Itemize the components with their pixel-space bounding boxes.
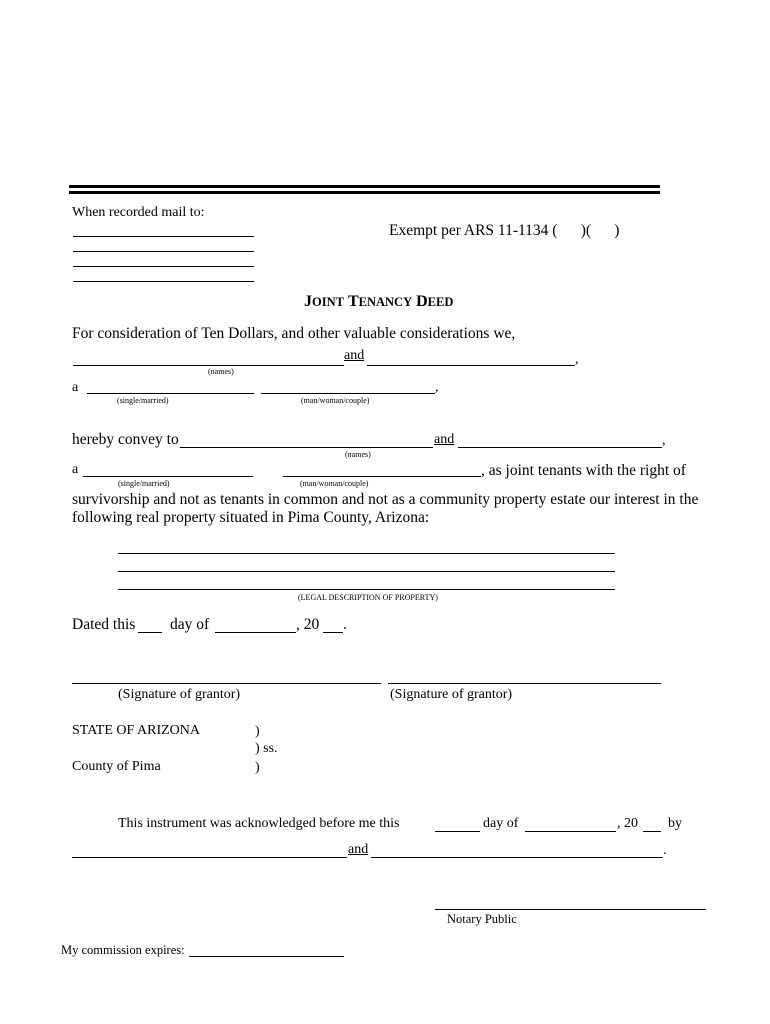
- dated-year-prefix: , 20: [296, 616, 320, 633]
- ack-name-1-field[interactable]: [72, 857, 347, 858]
- ack-and: and: [348, 842, 369, 857]
- mail-to-line-4[interactable]: [73, 281, 254, 282]
- dated-year-field[interactable]: [323, 632, 343, 633]
- ack-day-field[interactable]: [435, 831, 480, 832]
- ack-year-prefix: , 20: [617, 816, 638, 831]
- county-label: County of Pima: [72, 759, 161, 774]
- joint-tenants-text: , as joint tenants with the right of: [481, 462, 686, 479]
- legal-description-line-2[interactable]: [118, 571, 615, 572]
- grantor-a: a: [72, 380, 79, 395]
- grantor-comma-2: ,: [435, 380, 439, 395]
- ack-day-of-label: day of: [483, 816, 519, 831]
- grantor-gender-field[interactable]: [261, 393, 435, 394]
- legal-description-line-3[interactable]: [118, 589, 615, 590]
- document-title: JOINT TENANCY DEED: [304, 293, 454, 310]
- ack-year-field[interactable]: [643, 831, 661, 832]
- survivorship-line-1: survivorship and not as tenants in common and not as a community property estate our interest in the: [72, 491, 699, 508]
- legal-description-line-1[interactable]: [118, 553, 615, 554]
- venue-paren-3: ): [255, 760, 260, 775]
- mail-to-line-2[interactable]: [73, 251, 254, 252]
- grantor-names-caption: (names): [208, 367, 234, 376]
- grantee-gender-field[interactable]: [283, 476, 481, 477]
- ack-month-field[interactable]: [525, 831, 616, 832]
- dated-day-of-label: day of: [170, 616, 210, 633]
- grantor-comma: ,: [575, 352, 579, 367]
- ack-name-2-field[interactable]: [371, 857, 663, 858]
- grantee-a: a: [72, 462, 79, 477]
- header-rule-bottom: [69, 191, 660, 194]
- commission-expires-field[interactable]: [189, 956, 344, 957]
- grantor-man-woman-caption: (man/woman/couple): [301, 396, 370, 405]
- exempt-text: Exempt per ARS 11-1134 ( )( ): [389, 222, 620, 239]
- grantee-and: and: [434, 432, 455, 447]
- grantee-name-1-field[interactable]: [180, 447, 433, 448]
- grantor-and: and: [344, 348, 365, 363]
- grantee-single-married-caption: (single/married): [118, 479, 170, 488]
- consideration-text: For consideration of Ten Dollars, and other valuable considerations we,: [72, 325, 516, 342]
- ack-by-label: by: [668, 816, 682, 831]
- ack-period: .: [663, 843, 667, 858]
- header-rule-top: [69, 185, 660, 188]
- commission-expires-label: My commission expires:: [61, 943, 185, 957]
- convey-label: hereby convey to: [72, 431, 179, 448]
- survivorship-line-2: following real property situated in Pima County, Arizona:: [72, 509, 430, 526]
- acknowledgment-text: This instrument was acknowledged before me this: [118, 816, 400, 831]
- grantor-signature-caption-2: (Signature of grantor): [390, 687, 513, 702]
- grantee-name-2-field[interactable]: [458, 447, 662, 448]
- legal-description-caption: (LEGAL DESCRIPTION OF PROPERTY): [298, 593, 438, 602]
- grantee-man-woman-caption: (man/woman/couple): [300, 479, 369, 488]
- state-label: STATE OF ARIZONA: [72, 723, 200, 738]
- dated-day-field[interactable]: [138, 632, 162, 633]
- dated-period: .: [343, 616, 347, 633]
- notary-public-label: Notary Public: [447, 912, 517, 926]
- dated-this-label: Dated this: [72, 616, 136, 633]
- mail-to-line-1[interactable]: [73, 236, 254, 237]
- grantor-signature-caption-1: (Signature of grantor): [118, 687, 241, 702]
- grantor-name-2-field[interactable]: [367, 365, 575, 366]
- grantor-signature-line-2[interactable]: [388, 683, 661, 684]
- grantee-names-caption: (names): [345, 450, 371, 459]
- venue-paren-1: ): [255, 724, 260, 739]
- venue-paren-ss: ) ss.: [255, 741, 278, 756]
- notary-signature-line[interactable]: [435, 909, 706, 910]
- grantor-single-married-caption: (single/married): [117, 396, 169, 405]
- mail-to-line-3[interactable]: [73, 266, 254, 267]
- grantee-comma: ,: [662, 433, 666, 448]
- recorded-mail-label: When recorded mail to:: [72, 205, 205, 220]
- grantor-signature-line-1[interactable]: [72, 683, 381, 684]
- grantor-marital-status-field[interactable]: [87, 393, 254, 394]
- grantee-marital-status-field[interactable]: [83, 476, 253, 477]
- grantor-name-1-field[interactable]: [73, 365, 344, 366]
- dated-month-field[interactable]: [215, 632, 296, 633]
